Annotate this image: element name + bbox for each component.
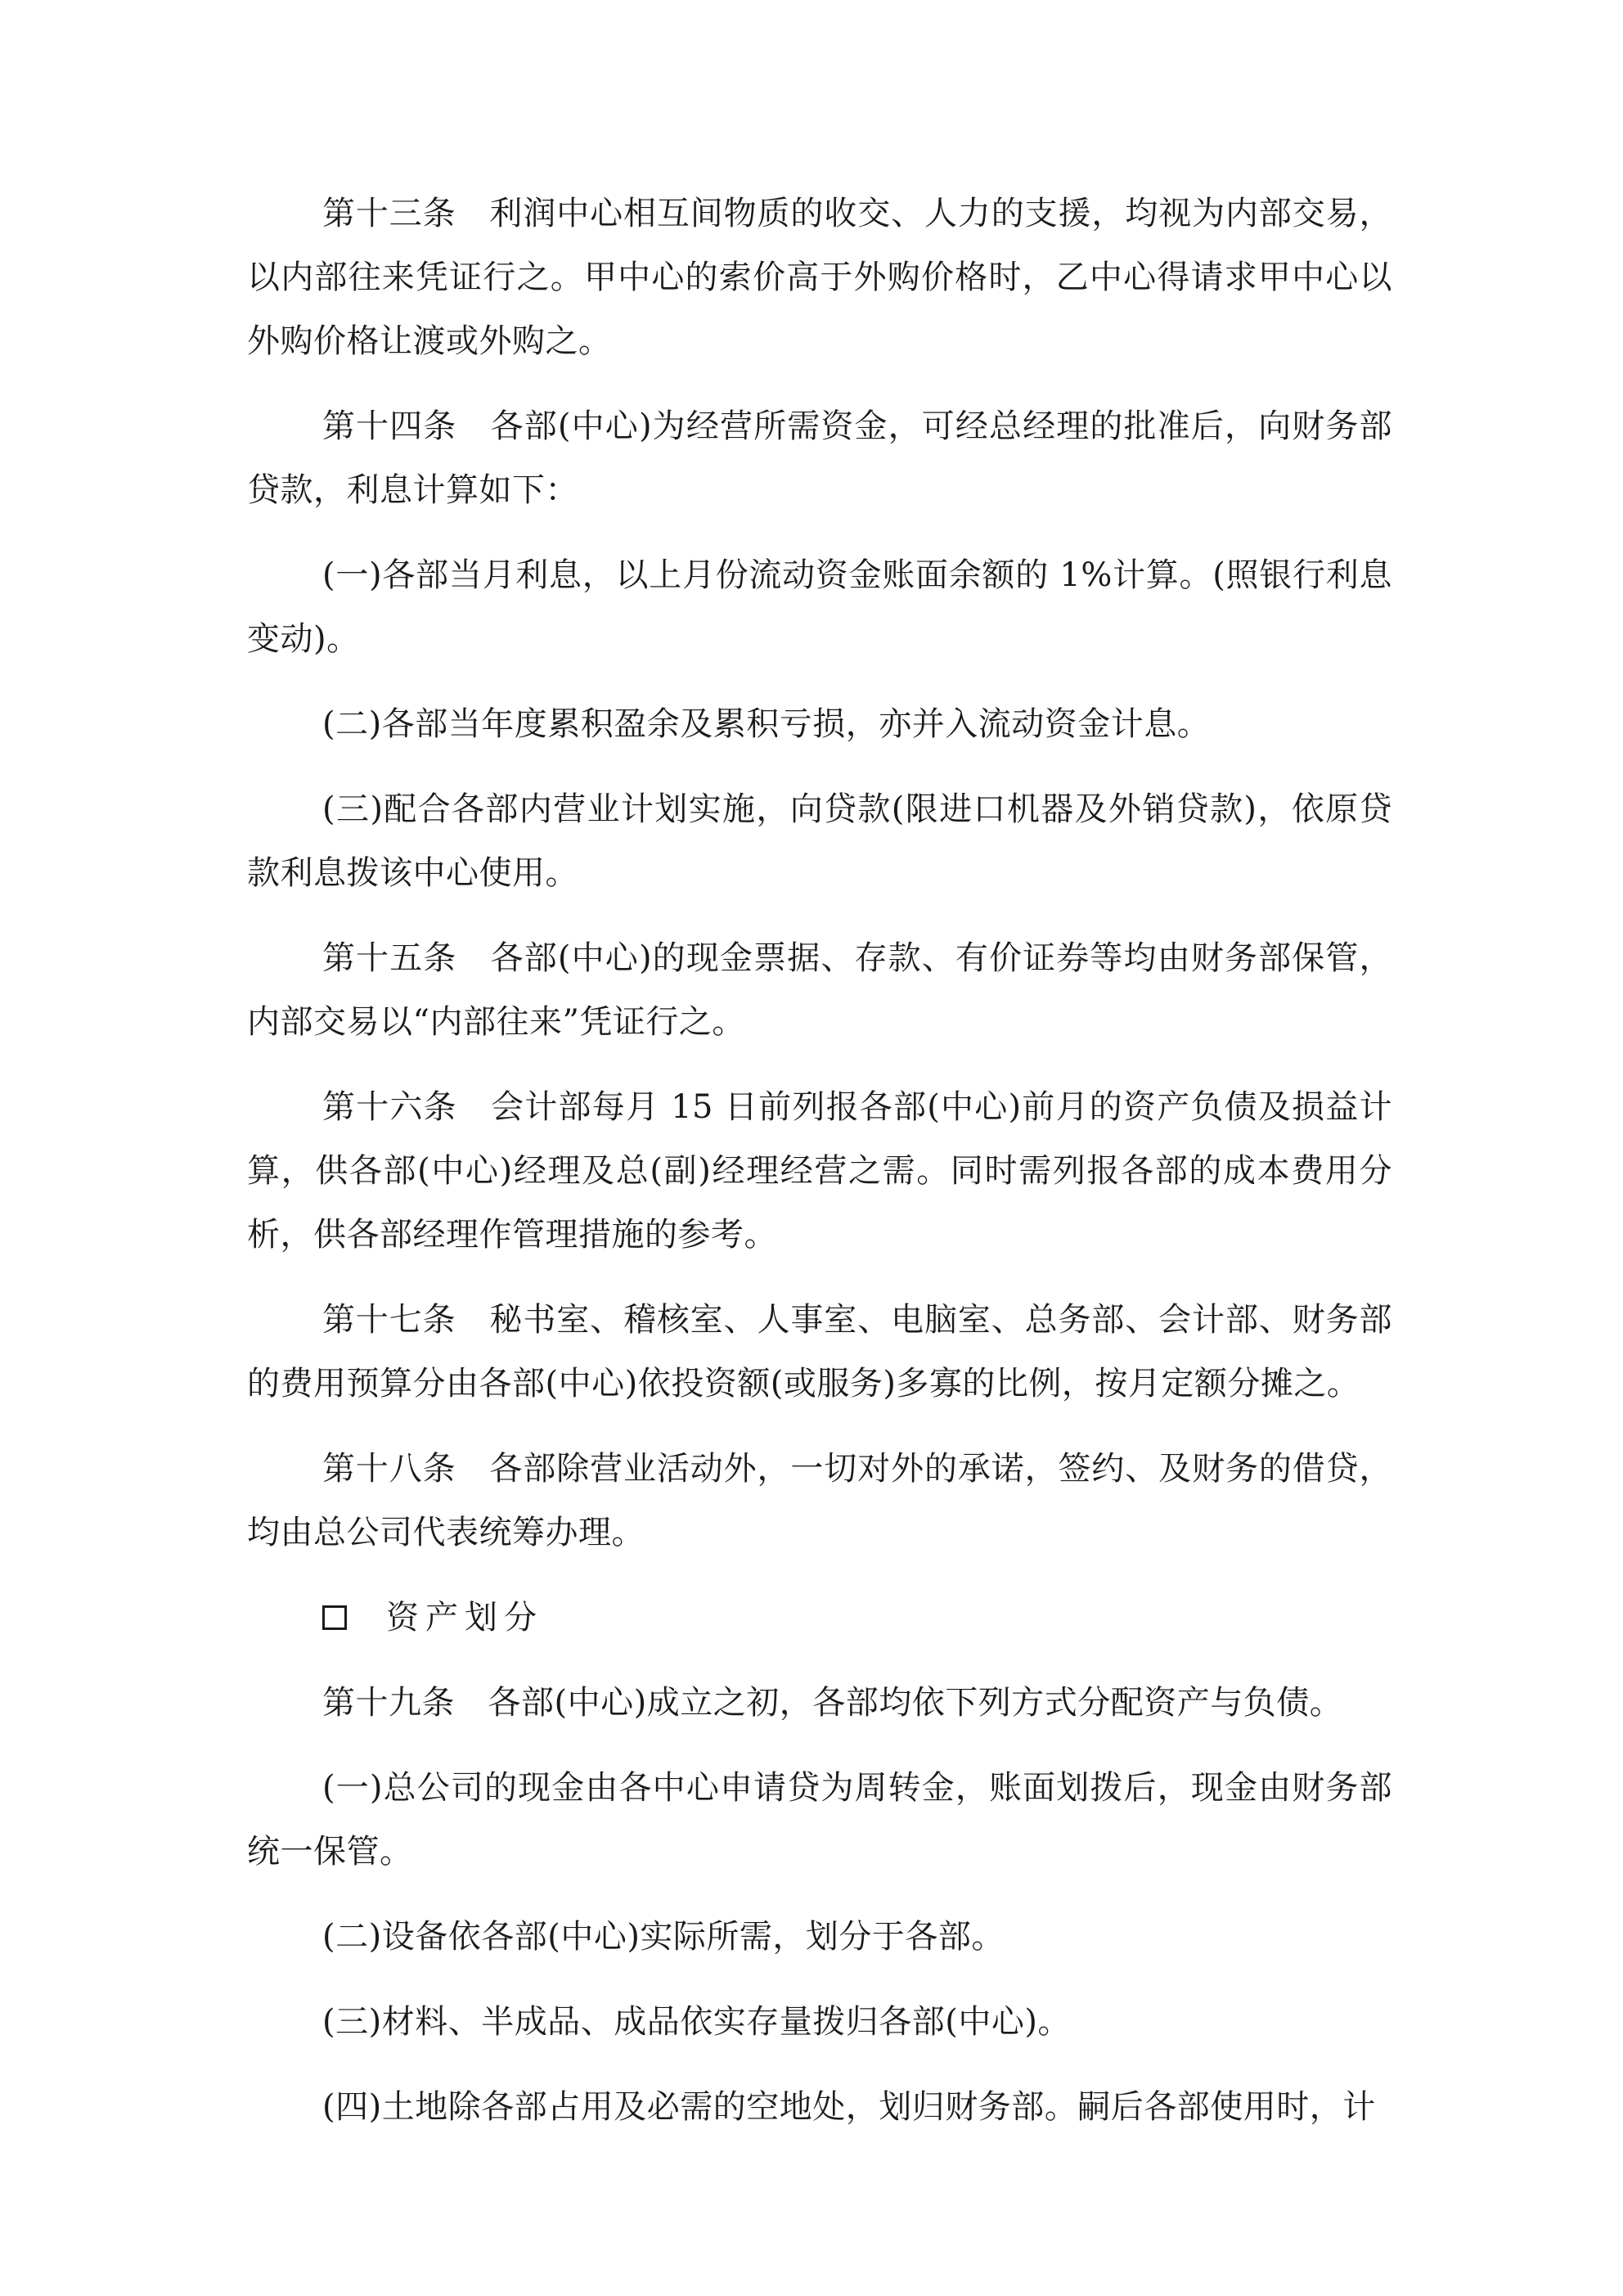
article-18: 第十八条 各部除营业活动外，一切对外的承诺，签约、及财务的借贷，均由总公司代表统筹办理。 bbox=[247, 1450, 1392, 1551]
article-14-item-1: (一)各部当月利息，以上月份流动资金账面余额的 1%计算。(照银行利息变动)。 bbox=[247, 556, 1392, 658]
article-19-item-1: (一)总公司的现金由各中心申请贷为周转金，账面划拨后，现金由财务部统一保管。 bbox=[247, 1769, 1392, 1871]
article-14: 第十四条 各部(中心)为经营所需资金，可经总经理的批准后，向财务部贷款，利息计算如下： bbox=[247, 407, 1392, 509]
section-heading-text: 资产划分 bbox=[386, 1599, 543, 1636]
article-14-item-3: (三)配合各部内营业计划实施，向贷款(限进口机器及外销贷款)，依原贷款利息拨该中心使用。 bbox=[247, 790, 1392, 892]
section-heading-asset-division bbox=[322, 1586, 1392, 1650]
article-19-item-3: (三)材料、半成品、成品依实存量拨归各部(中心)。 bbox=[322, 2003, 1071, 2041]
article-17: 第十七条 秘书室、稽核室、人事室、电脑室、总务部、会计部、财务部的费用预算分由各部(中心)依投资额(或服务)多寡的比例，按月定额分摊之。 bbox=[247, 1301, 1392, 1402]
document-body bbox=[247, 182, 1392, 2160]
article-15: 第十五条 各部(中心)的现金票据、存款、有价证券等均由财务部保管，内部交易以“内部往来”凭证行之。 bbox=[247, 939, 1392, 1041]
article-19-item-4: (四)土地除各部占用及必需的空地处，划归财务部。嗣后各部使用时，计 bbox=[322, 2088, 1376, 2126]
article-19: 第十九条 各部(中心)成立之初，各部均依下列方式分配资产与负债。 bbox=[322, 1684, 1343, 1722]
article-19-item-2: (二)设备依各部(中心)实际所需，划分于各部。 bbox=[322, 1918, 1005, 1956]
empty-square-icon bbox=[322, 1605, 347, 1630]
article-13: 第十三条 利润中心相互间物质的收交、人力的支援，均视为内部交易，以内部往来凭证行之。甲中心的索价高于外购价格时，乙中心得请求甲中心以外购价格让渡或外购之。 bbox=[247, 195, 1392, 360]
article-14-item-2: (二)各部当年度累积盈余及累积亏损，亦并入流动资金计息。 bbox=[322, 705, 1211, 743]
article-16: 第十六条 会计部每月 15 日前列报各部(中心)前月的资产负债及损益计算，供各部(中心)经理及总(副)经理经营之需。同时需列报各部的成本费用分析，供各部经理作管理措施的参考。 bbox=[247, 1088, 1392, 1254]
